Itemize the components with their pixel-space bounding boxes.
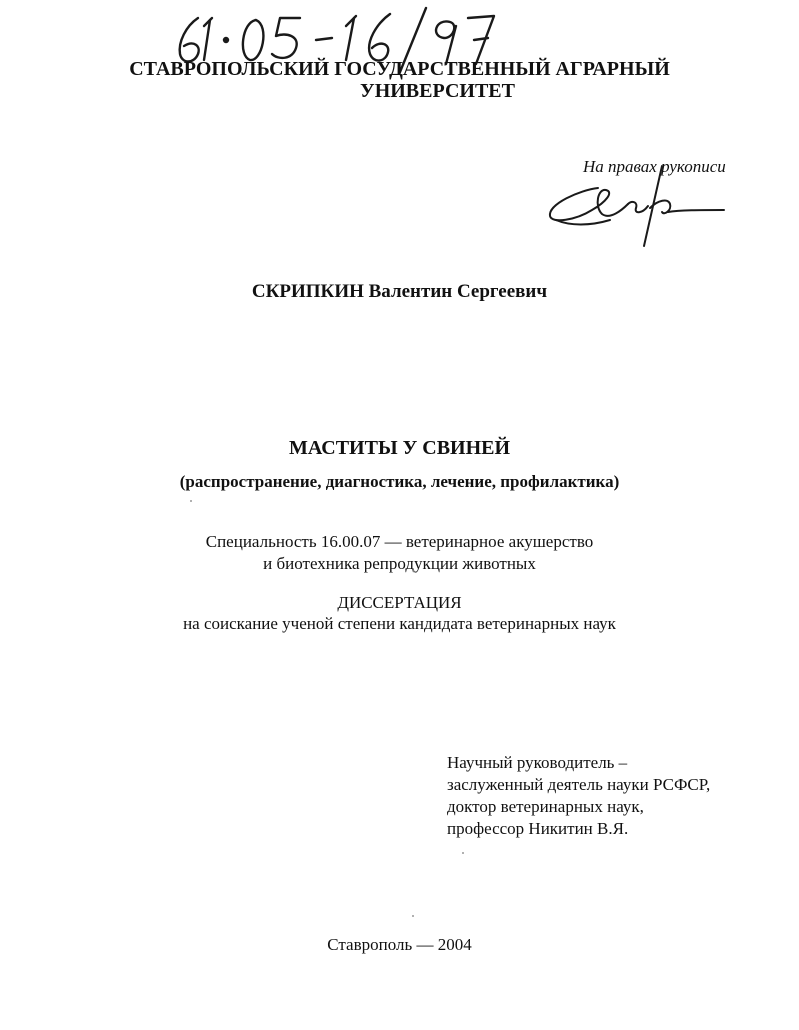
- supervisor-line2: заслуженный деятель науки РСФСР,: [447, 775, 711, 794]
- scan-speck: [190, 500, 192, 502]
- supervisor-line1: Научный руководитель –: [447, 753, 628, 772]
- dissertation-label: ДИССЕРТАЦИЯ: [337, 593, 462, 612]
- dissertation-title: МАСТИТЫ У СВИНЕЙ: [288, 437, 511, 459]
- supervisor-line4: профессор Никитин В.Я.: [447, 819, 629, 838]
- place-and-year: Ставрополь — 2004: [327, 935, 472, 954]
- specialty-line1: Специальность 16.00.07 — ветеринарное акушерство: [205, 532, 594, 551]
- scan-speck: [412, 915, 414, 917]
- manuscript-rights-note: На правах рукописи: [583, 157, 726, 176]
- author-name: СКРИПКИН Валентин Сергеевич: [251, 281, 548, 302]
- supervisor-line3: доктор ветеринарных наук,: [447, 797, 644, 816]
- scientific-supervisor-block: [447, 752, 710, 840]
- author-signature: [540, 160, 730, 255]
- degree-purpose: на соискание ученой степени кандидата ветеринарных наук: [183, 614, 616, 633]
- specialty-line2: и биотехника репродукции животных: [263, 554, 536, 573]
- university-name-line2: УНИВЕРСИТЕТ: [360, 80, 515, 102]
- dissertation-subtitle: (распространение, диагностика, лечение, профилактика): [179, 472, 620, 491]
- university-name-line1: СТАВРОПОЛЬСКИЙ ГОСУДАРСТВЕННЫЙ АГРАРНЫЙ: [129, 58, 670, 80]
- scan-speck: [462, 852, 464, 854]
